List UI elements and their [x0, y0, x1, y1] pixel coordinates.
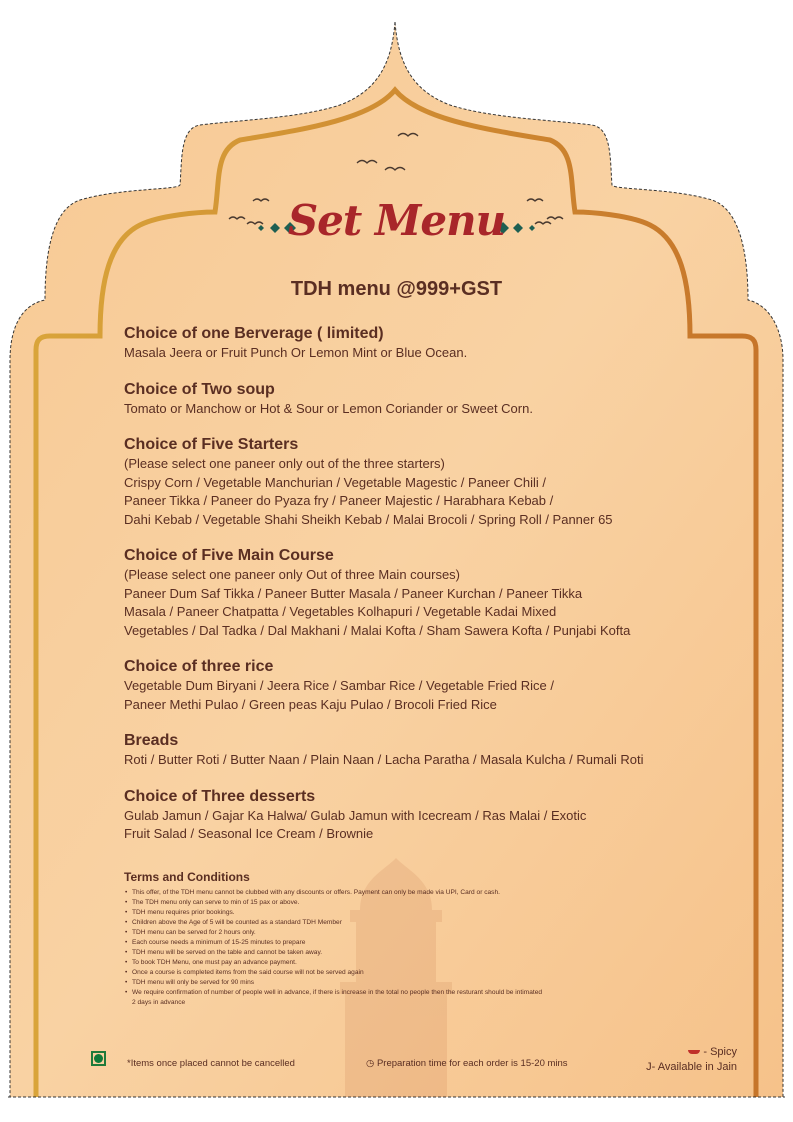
section-note: (Please select one paneer only out of the three starters) [124, 456, 445, 471]
terms-item: • To book TDH Menu, one must pay an advance payment. [124, 958, 544, 968]
section-items: Paneer Methi Pulao / Green peas Kaju Pulao / Brocoli Fried Rice [124, 696, 497, 712]
legend [646, 1045, 737, 1075]
terms-item: • TDH menu requires prior bookings. [124, 908, 544, 918]
terms-item: • TDH menu will only be served for 90 mins [124, 978, 544, 988]
menu-sections [124, 324, 754, 861]
section-heading: Choice of one Berverage ( limited) [124, 325, 384, 342]
chili-icon [688, 1050, 700, 1054]
section-items: Paneer Dum Saf Tikka / Paneer Butter Masala / Paneer Kurchan / Paneer Tikka [124, 585, 583, 601]
terms-list [124, 888, 544, 1008]
section-heading: Choice of Five Starters [124, 436, 299, 453]
section-heading: Choice of Two soup [124, 380, 275, 398]
terms-item: • TDH menu can be served for 2 hours only. [124, 928, 544, 938]
section-heading: Choice of three rice [124, 658, 274, 675]
section-items: Paneer Tikka / Paneer do Pyaza fry / Paneer Majestic / Harabhara Kebab / [124, 493, 554, 508]
prep-time-text: Preparation time for each order is 15-20 mins [376, 1058, 568, 1069]
section-starters [124, 435, 754, 529]
terms-item: • This offer, of the TDH menu cannot be clubbed with any discounts or offers. Payment can only be made via UPI, Card or cash. [124, 888, 544, 898]
section-heading: Choice of Five Main Course [124, 547, 334, 564]
terms-item: • Children above the Age of 5 will be counted as a standard TDH Member [124, 918, 544, 928]
section-items: Masala Jeera or Fruit Punch Or Lemon Mint or Blue Ocean. [124, 345, 468, 360]
cancel-note: *Items once placed cannot be cancelled [127, 1058, 295, 1069]
prep-time-note [366, 1058, 568, 1069]
terms-item: • Each course needs a minimum of 15-25 minutes to prepare [124, 938, 544, 948]
veg-dot [94, 1054, 103, 1063]
section-rice [124, 657, 754, 714]
section-heading: Breads [124, 732, 179, 749]
section-items: Dahi Kebab / Vegetable Shahi Sheikh Kebab / Malai Brocoli / Spring Roll / Panner 65 [124, 511, 613, 527]
terms-heading: Terms and Conditions [124, 870, 250, 884]
veg-symbol-icon [91, 1051, 106, 1066]
section-items: Crispy Corn / Vegetable Manchurian / Vegetable Magestic / Paneer Chili / [124, 474, 547, 490]
terms-item: • The TDH menu only can serve to min of 15 pax or above. [124, 898, 544, 908]
terms-item: • We require confirmation of number of people well in advance, if there is increase in the total no people then the resturant should be intimated 2 days in advance [124, 988, 544, 1008]
menu-title: Set Menu [287, 196, 506, 245]
legend-spicy-label: - Spicy [703, 1046, 737, 1058]
section-soup [124, 380, 754, 419]
section-heading: Choice of Three desserts [124, 787, 316, 805]
section-breads [124, 731, 754, 770]
section-beverage [124, 324, 754, 363]
section-items: Vegetable Dum Biryani / Jeera Rice / Sambar Rice / Vegetable Fried Rice / [124, 678, 554, 693]
section-main-course [124, 546, 754, 640]
clock-icon: ◷ [366, 1058, 375, 1069]
terms-and-conditions [124, 870, 544, 1008]
terms-item: • TDH menu will be served on the table and cannot be taken away. [124, 948, 544, 958]
section-note: (Please select one paneer only Out of three Main courses) [124, 567, 461, 582]
legend-jain: J- Available in Jain [646, 1061, 737, 1073]
section-items: Roti / Butter Roti / Butter Naan / Plain Naan / Lacha Paratha / Masala Kulcha / Rumali Roti [124, 752, 644, 767]
menu-price-subtitle: TDH menu @999+GST [290, 278, 503, 300]
terms-item: • Once a course is completed items from the said course will not be served again [124, 968, 544, 978]
section-items: Fruit Salad / Seasonal Ice Cream / Brownie [124, 826, 374, 841]
section-items: Gulab Jamun / Gajar Ka Halwa/ Gulab Jamun with Icecream / Ras Malai / Exotic [124, 807, 587, 823]
section-items: Masala / Paneer Chatpatta / Vegetables Kolhapuri / Vegetable Kadai Mixed [124, 604, 557, 619]
section-desserts [124, 787, 754, 844]
section-items: Vegetables / Dal Tadka / Dal Makhani / Malai Kofta / Sham Sawera Kofta / Punjabi Kofta [124, 622, 631, 638]
section-items: Tomato or Manchow or Hot & Sour or Lemon Coriander or Sweet Corn. [124, 400, 533, 416]
legend-spicy [646, 1045, 737, 1060]
